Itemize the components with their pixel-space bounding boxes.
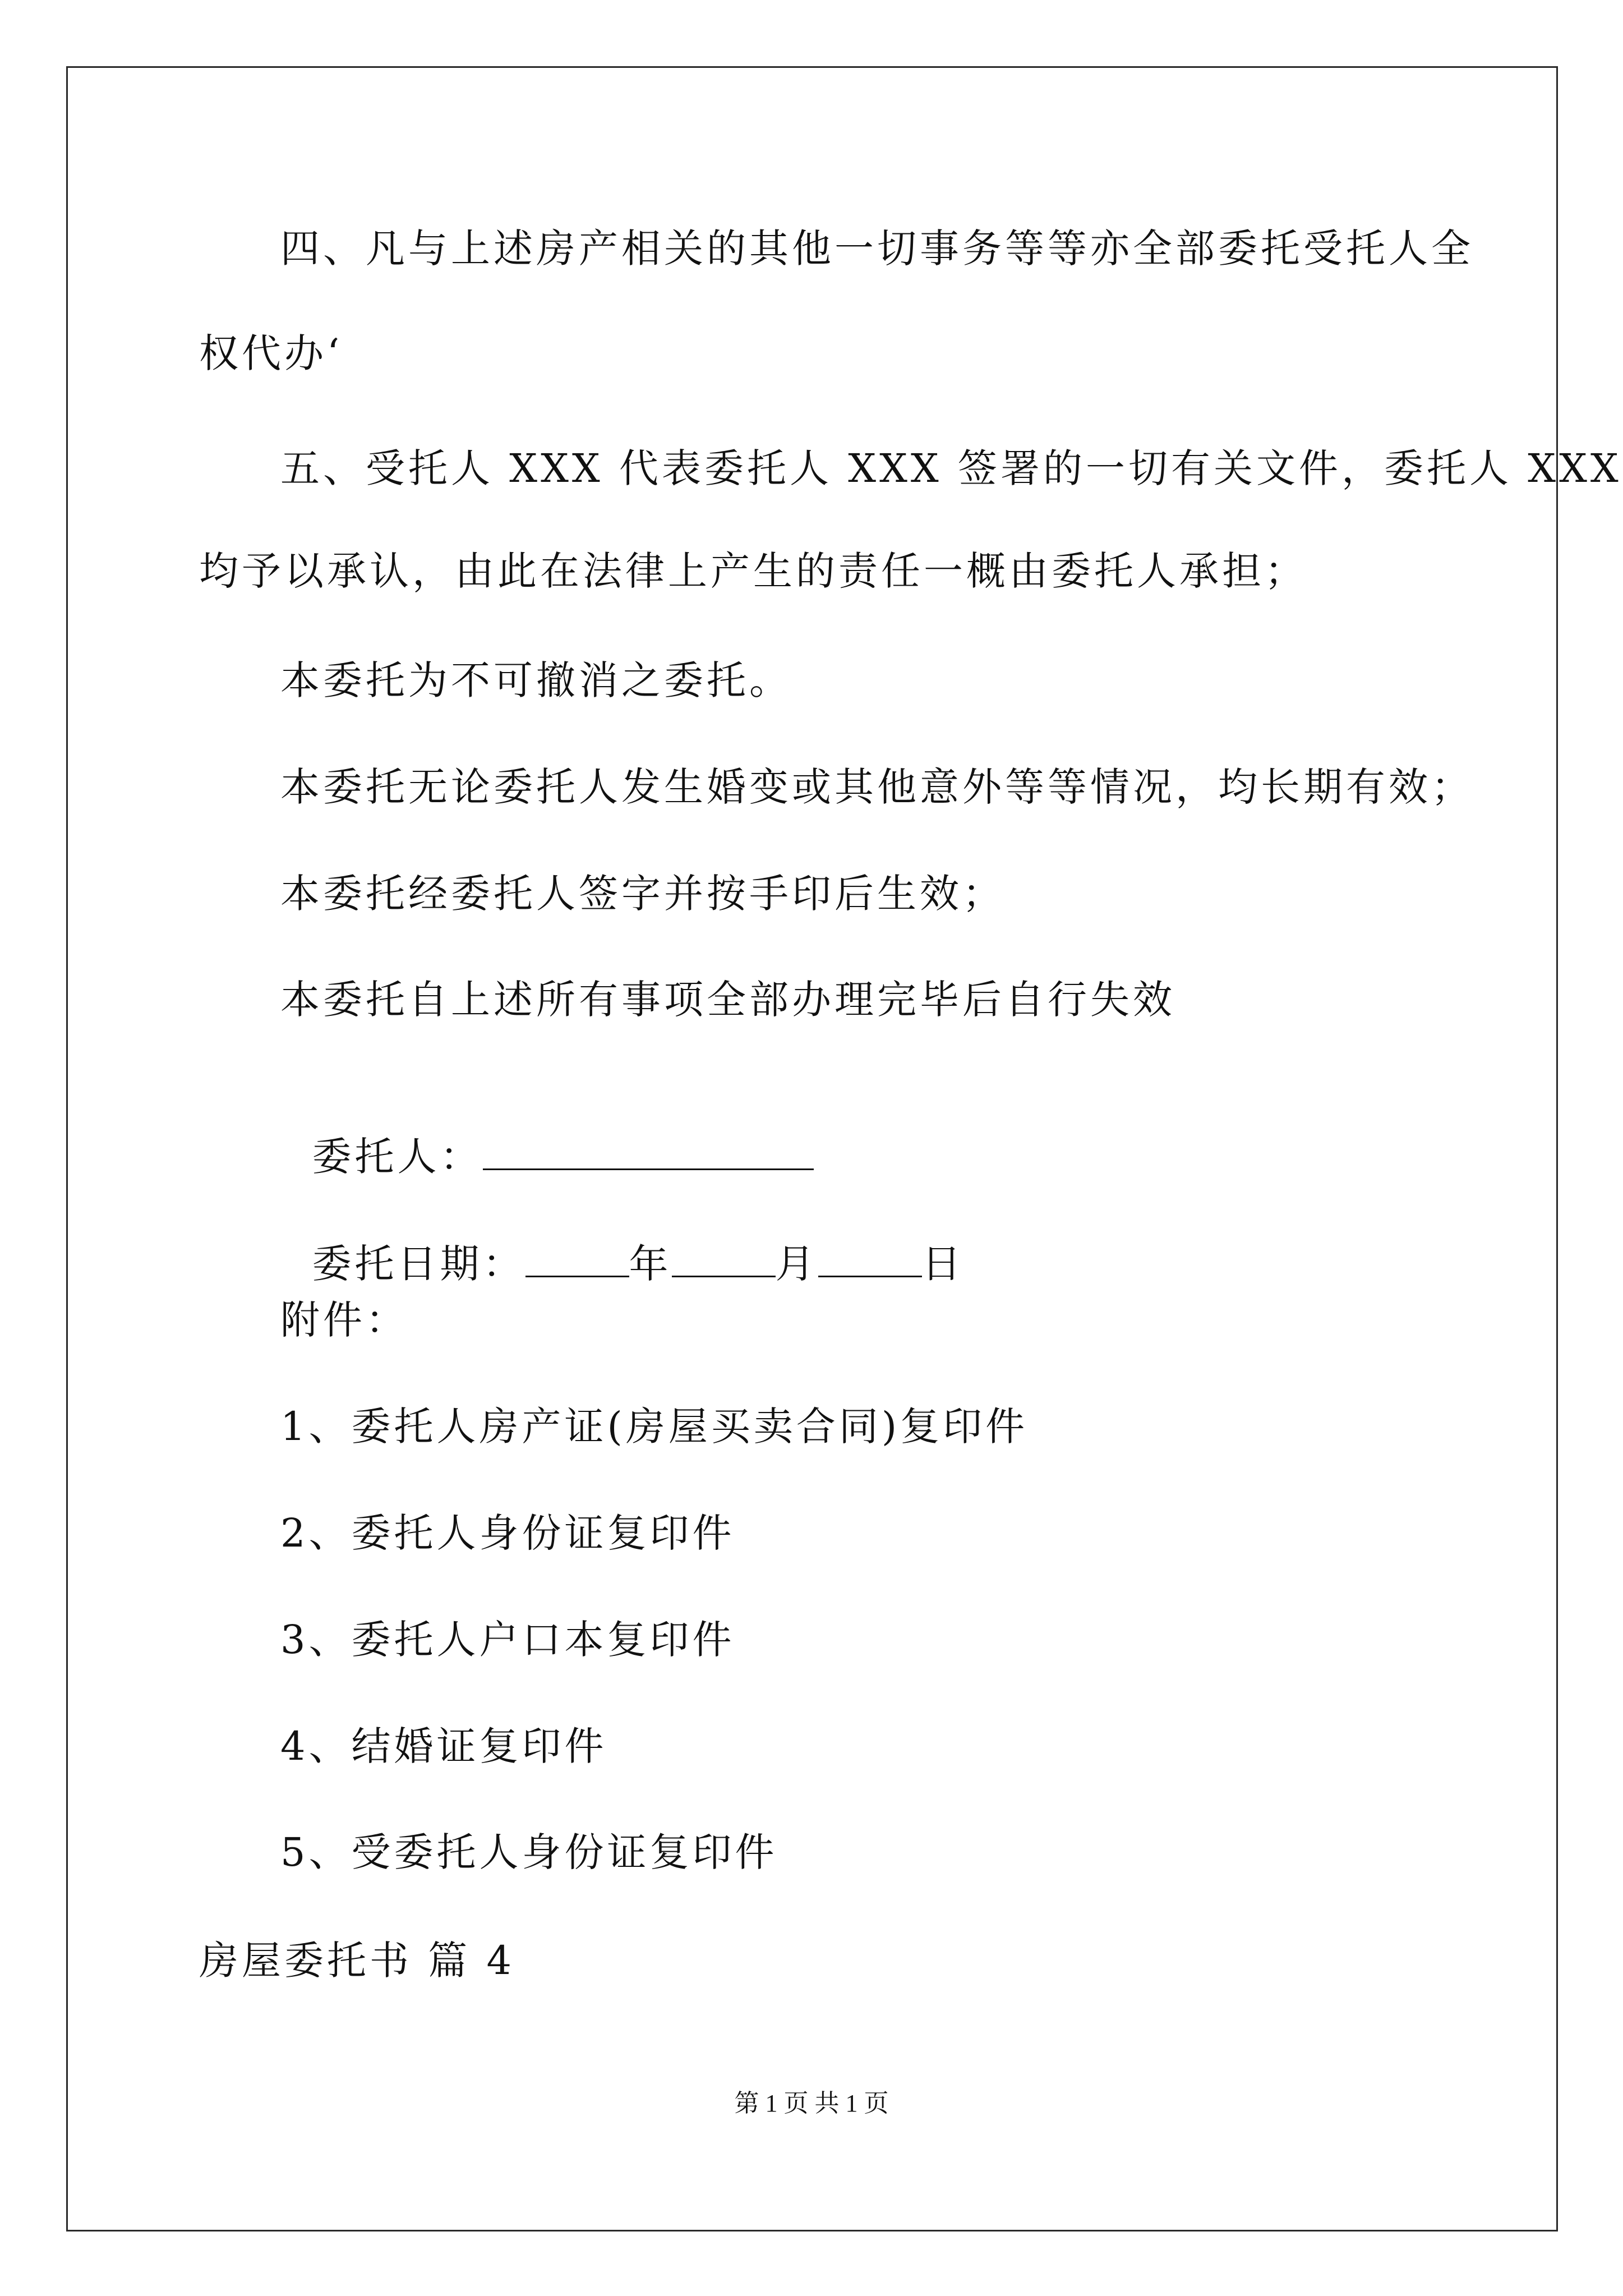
date-signature-line [280, 1188, 965, 1289]
attachment-item: 5、受委托人身份证复印件 [280, 1829, 778, 1875]
year-label: 年 [629, 1241, 672, 1287]
clause-5-line-2: 均予以承认，由此在法律上产生的责任一概由委托人承担； [199, 548, 1307, 594]
attachment-item: 4、结婚证复印件 [280, 1723, 607, 1769]
attachment-item: 1、委托人房产证(房屋买卖合同)复印件 [280, 1404, 1029, 1450]
attachment-item: 2、委托人身份证复印件 [280, 1510, 735, 1556]
validity-statement: 本委托无论委托人发生婚变或其他意外等等情况，均长期有效； [280, 764, 1474, 810]
day-blank[interactable] [818, 1241, 922, 1277]
month-blank[interactable] [672, 1241, 776, 1277]
page-footer: 第 1 页 共 1 页 [734, 2090, 889, 2117]
attachments-heading: 附件： [280, 1297, 408, 1343]
principal-blank[interactable] [483, 1134, 814, 1170]
principal-label: 委托人： [312, 1134, 483, 1180]
attachment-item: 3、委托人户口本复印件 [280, 1617, 735, 1663]
effective-statement: 本委托经委托人签字并按手印后生效； [280, 871, 1005, 917]
irrevocable-statement: 本委托为不可撤消之委托。 [280, 657, 792, 703]
expiry-statement: 本委托自上述所有事项全部办理完毕后自行失效 [280, 977, 1175, 1023]
clause-4-line-1: 四、凡与上述房产相关的其他一切事务等等亦全部委托受托人全 [280, 226, 1474, 272]
next-section-title: 房屋委托书 篇 4 [199, 1938, 515, 1984]
year-blank[interactable] [525, 1241, 629, 1277]
principal-signature-line [280, 1081, 814, 1182]
month-label: 月 [775, 1241, 818, 1287]
clause-4-line-2: 权代办‘ [199, 330, 343, 376]
day-label: 日 [921, 1241, 965, 1287]
date-label: 委托日期： [312, 1241, 525, 1287]
clause-5-line-1: 五、受托人 XXX 代表委托人 XXX 签署的一切有关文件，委托人 XXX [280, 445, 1622, 491]
